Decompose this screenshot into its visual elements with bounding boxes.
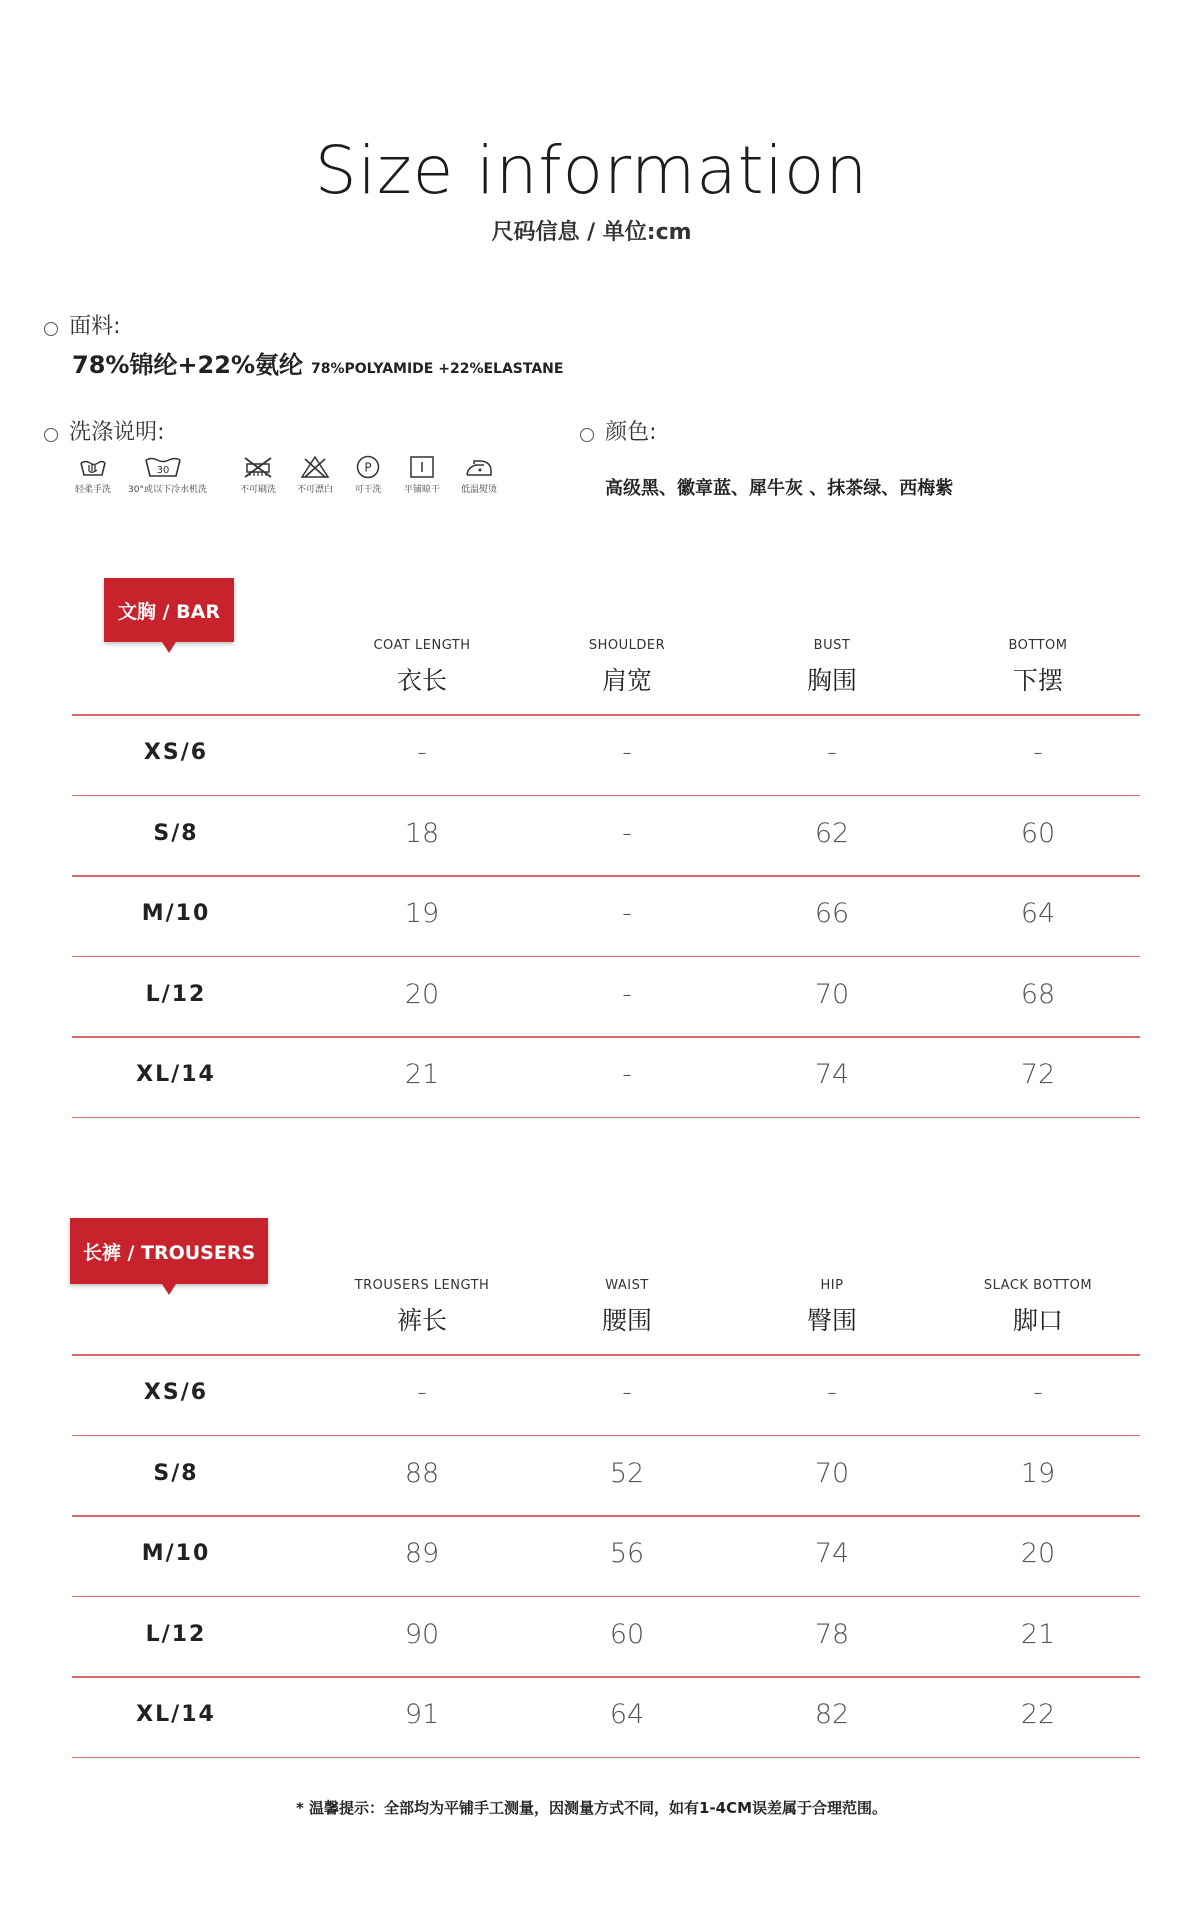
wash-caption: 不可刷洗 <box>239 485 276 495</box>
size-cell: L/12 <box>145 1621 207 1647</box>
size-cell: M/10 <box>141 1541 211 1567</box>
row-divider <box>72 795 1140 797</box>
row-divider <box>72 1757 1140 1759</box>
size-cell: XL/14 <box>136 1062 216 1088</box>
column-header <box>732 1278 932 1337</box>
row-divider <box>72 1515 1140 1517</box>
column-header-cn: 腰围 <box>601 1306 652 1335</box>
wash-caption: 轻柔手洗 <box>74 485 111 495</box>
wash-caption: 30°或以下冷水机洗 <box>128 485 207 495</box>
measure-cell: 70 <box>814 1457 850 1489</box>
dry-clean-p-icon <box>355 455 381 479</box>
measure-cell: 22 <box>1020 1699 1056 1731</box>
column-header-en: BUST <box>813 638 851 653</box>
colors-label-row <box>580 422 657 444</box>
size-cell: XL/14 <box>136 1702 216 1728</box>
column-header <box>732 638 932 697</box>
size-cell: XS/6 <box>143 740 209 766</box>
column-header <box>322 638 522 697</box>
wash-label-row <box>44 422 165 444</box>
wash-caption: 不可漂白 <box>296 485 333 495</box>
column-header-en: WAIST <box>605 1278 649 1293</box>
hand-wash-icon <box>78 455 108 479</box>
column-header-cn: 衣长 <box>396 666 447 695</box>
bar-table-badge: 文胸 / BAR <box>104 578 234 642</box>
row-divider <box>72 1117 1140 1119</box>
column-header-en: TROUSERS LENGTH <box>354 1278 490 1293</box>
page-subtitle: 尺码信息 / 单位:cm <box>491 220 692 245</box>
page-title: Size information <box>314 132 869 209</box>
measure-cell: 60 <box>609 1618 645 1650</box>
bar-badge-pointer <box>162 642 176 653</box>
measure-cell: 70 <box>814 978 850 1010</box>
fabric-label-row <box>44 316 121 338</box>
measure-cell: 21 <box>1020 1618 1056 1650</box>
no-brush-icon <box>241 455 275 479</box>
measure-cell: 20 <box>404 978 440 1010</box>
measure-cell: - <box>417 737 427 769</box>
measure-cell: 78 <box>814 1618 850 1650</box>
measure-cell: - <box>1033 737 1043 769</box>
column-header <box>527 638 727 697</box>
column-header-cn: 肩宽 <box>601 666 652 695</box>
measure-cell: 64 <box>1020 898 1056 930</box>
measure-cell: 20 <box>1020 1538 1056 1570</box>
row-divider <box>72 1596 1140 1598</box>
row-divider <box>72 1676 1140 1678</box>
bullet-icon <box>580 428 594 442</box>
column-header-cn: 裤长 <box>396 1306 447 1335</box>
column-header-cn: 脚口 <box>1012 1306 1063 1335</box>
wash-item-hand-wash <box>58 455 128 495</box>
measure-cell: - <box>622 1377 632 1409</box>
measure-cell: 74 <box>814 1059 850 1091</box>
measure-cell: 82 <box>814 1699 850 1731</box>
measure-cell: 91 <box>404 1699 440 1731</box>
column-header <box>322 1278 522 1337</box>
size-cell: XS/6 <box>143 1380 209 1406</box>
wash-caption: 平铺晾干 <box>403 485 440 495</box>
column-header-en: SLACK BOTTOM <box>983 1278 1093 1293</box>
bullet-icon <box>44 322 58 336</box>
measure-cell: 62 <box>814 817 850 849</box>
measure-cell: 89 <box>404 1538 440 1570</box>
measure-cell: - <box>1033 1377 1043 1409</box>
fabric-composition-en: 78%POLYAMIDE +22%ELASTANE <box>311 361 564 377</box>
wash-item-machine-wash <box>128 455 207 495</box>
column-header-cn: 下摆 <box>1012 666 1063 695</box>
fabric-composition <box>72 345 563 380</box>
row-divider <box>72 1036 1140 1038</box>
column-header <box>938 638 1138 697</box>
column-header-en: COAT LENGTH <box>373 638 471 653</box>
column-header <box>527 1278 727 1337</box>
wash-caption: 低温熨烫 <box>460 485 497 495</box>
measure-cell: 56 <box>609 1538 645 1570</box>
measure-cell: 52 <box>609 1457 645 1489</box>
fabric-label: 面料: <box>69 314 121 339</box>
no-bleach-icon <box>300 455 330 479</box>
colors-value: 高级黑、徽章蓝、犀牛灰 、抹茶绿、西梅紫 <box>605 478 954 499</box>
footnote: * 温馨提示：全部均为平铺手工测量，因测量方式不同，如有1-4CM误差属于合理范围。 <box>295 1799 888 1817</box>
machine-wash-30-icon <box>143 455 183 479</box>
measure-cell: 60 <box>1020 817 1056 849</box>
row-divider <box>72 875 1140 877</box>
column-header-cn: 胸围 <box>806 666 857 695</box>
row-divider <box>72 956 1140 958</box>
column-header-en: SHOULDER <box>588 638 666 653</box>
measure-cell: 21 <box>404 1059 440 1091</box>
column-header-en: HIP <box>820 1278 844 1293</box>
size-cell: M/10 <box>141 901 211 927</box>
measure-cell: - <box>622 898 632 930</box>
bullet-icon <box>44 428 58 442</box>
measure-cell: - <box>827 1377 837 1409</box>
wash-label: 洗涤说明: <box>69 420 165 445</box>
dry-clean-letter: P <box>364 460 372 475</box>
measure-cell: - <box>622 1059 632 1091</box>
measure-cell: 68 <box>1020 978 1056 1010</box>
column-header-en: BOTTOM <box>1008 638 1068 653</box>
trousers-badge-pointer <box>162 1284 176 1295</box>
measure-cell: 90 <box>404 1618 440 1650</box>
measure-cell: - <box>417 1377 427 1409</box>
measure-cell: - <box>622 978 632 1010</box>
size-cell: S/8 <box>153 1460 199 1486</box>
flat-dry-icon <box>409 455 435 479</box>
row-divider <box>72 714 1140 716</box>
row-divider <box>72 1435 1140 1437</box>
wash-item-low-iron <box>444 455 514 495</box>
measure-cell: - <box>827 737 837 769</box>
measure-cell: 88 <box>404 1457 440 1489</box>
trousers-table-badge: 长裤 / TROUSERS <box>70 1218 268 1284</box>
measure-cell: 72 <box>1020 1059 1056 1091</box>
fabric-composition-cn: 78%锦纶+22%氨纶 <box>72 351 303 379</box>
colors-label: 颜色: <box>605 420 657 445</box>
low-iron-icon <box>464 455 494 479</box>
measure-cell: 19 <box>1020 1457 1056 1489</box>
measure-cell: 19 <box>404 898 440 930</box>
column-header-cn: 臀围 <box>806 1306 857 1335</box>
size-cell: S/8 <box>153 820 199 846</box>
measure-cell: 64 <box>609 1699 645 1731</box>
wash-caption: 可干洗 <box>354 485 382 495</box>
size-cell: L/12 <box>145 981 207 1007</box>
measure-cell: - <box>622 737 632 769</box>
measure-cell: 66 <box>814 898 850 930</box>
column-header <box>938 1278 1138 1337</box>
row-divider <box>72 1354 1140 1356</box>
measure-cell: - <box>622 817 632 849</box>
measure-cell: 74 <box>814 1538 850 1570</box>
measure-cell: 18 <box>404 817 440 849</box>
machine-wash-temp: 30 <box>156 465 170 476</box>
